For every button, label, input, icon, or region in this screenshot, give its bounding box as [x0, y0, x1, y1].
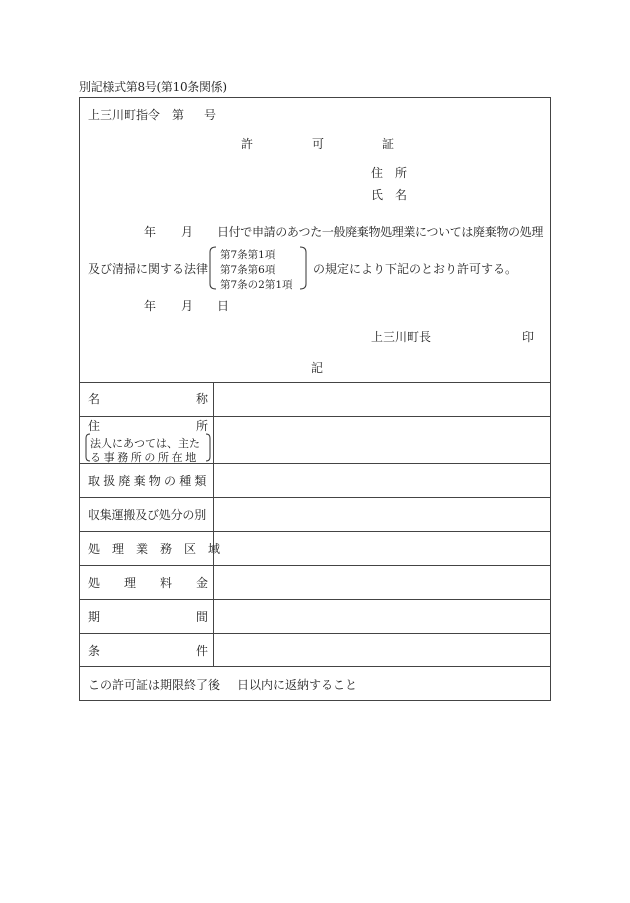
address-note-line-1: 法人にあつては、主た: [90, 437, 200, 450]
title-char-1: 許: [241, 137, 254, 151]
row-rule: [80, 599, 550, 600]
address-label: 住 所: [371, 166, 408, 180]
row-label-fees: 処 理 料 金: [88, 576, 209, 590]
permit-form: [79, 97, 551, 701]
row-label-business-area: 処 理 業 務 区 域: [88, 542, 221, 556]
issue-month-label: 月: [181, 299, 194, 313]
clause-2: 第7条第6項: [220, 264, 276, 276]
month-label: 月: [181, 225, 194, 239]
seal-mark: 印: [522, 330, 535, 344]
statement-line-1: 日付で申請のあつた一般廃棄物処理業については廃棄物の処理: [217, 225, 543, 239]
row-rule: [80, 416, 550, 417]
row-label-conditions: 条 件: [88, 644, 209, 658]
statement-line-2-prefix: 及び清掃に関する法律: [88, 262, 209, 276]
row-label-name: 名 称: [88, 392, 209, 406]
name-label: 氏 名: [371, 188, 408, 202]
column-divider: [213, 382, 214, 666]
year-label: 年: [144, 225, 157, 239]
ki-marker: 記: [311, 361, 324, 375]
statement-line-2-suffix: の規定により下記のとおり許可する。: [313, 262, 518, 276]
number-suffix: 号: [204, 108, 217, 122]
row-label-waste-type: 取扱廃棄物の種類: [88, 474, 210, 488]
title-char-3: 証: [382, 137, 395, 151]
row-rule: [80, 463, 550, 464]
form-reference: 別記様式第8号(第10条関係): [79, 80, 227, 94]
table-top-rule: [80, 382, 550, 383]
left-brace: [208, 246, 218, 290]
number-prefix: 第: [172, 108, 185, 122]
issuer: 上三川町長: [371, 330, 432, 344]
footer-text-a: この許可証は期限終了後: [88, 678, 221, 692]
row-label-address: 住 所: [88, 419, 209, 433]
row-rule: [80, 633, 550, 634]
row-rule: [80, 531, 550, 532]
right-brace: [298, 246, 308, 290]
clause-1: 第7条第1項: [220, 249, 276, 261]
row-rule: [80, 666, 550, 667]
designation: 上三川町指令: [88, 108, 161, 122]
row-rule: [80, 497, 550, 498]
footer-text-b: 日以内に返納すること: [237, 678, 358, 692]
title-char-2: 可: [312, 137, 325, 151]
address-note-line-2: る事務所の所在地: [90, 451, 199, 464]
row-label-period: 期 間: [88, 610, 209, 624]
clause-3: 第7条の2第1項: [220, 279, 293, 291]
row-label-collection-disposal: 収集運搬及び処分の別: [88, 508, 207, 522]
row-rule: [80, 565, 550, 566]
issue-day-label: 日: [217, 299, 230, 313]
issue-year-label: 年: [144, 299, 157, 313]
